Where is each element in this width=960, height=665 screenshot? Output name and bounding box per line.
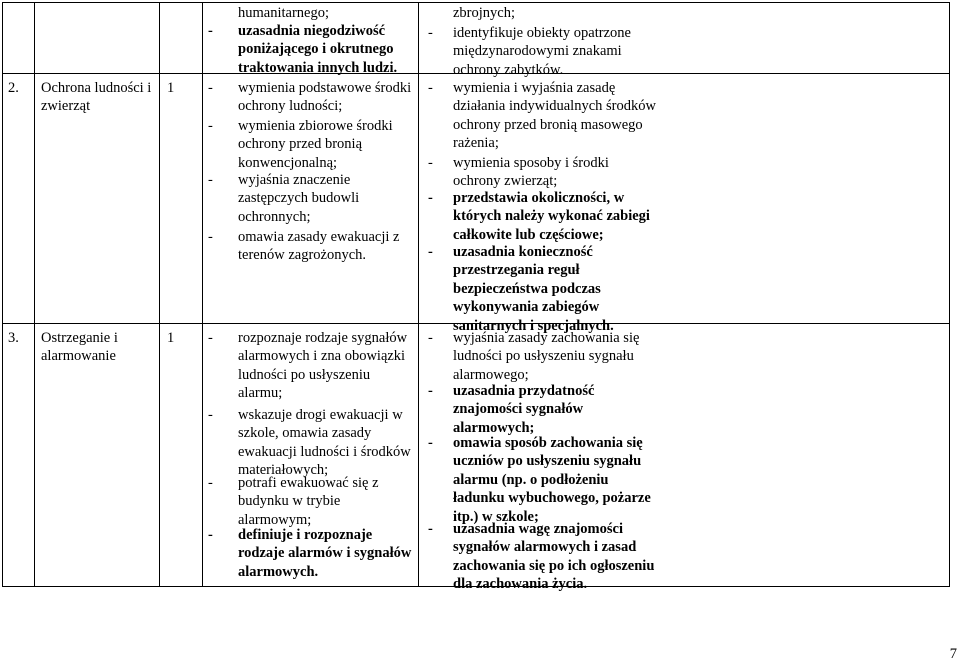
bullet-dash: -	[208, 330, 213, 346]
basic-requirement-line: potrafi ewakuować się z	[238, 475, 379, 491]
extended-requirement-line: uczniów po usłyszeniu sygnału	[453, 453, 642, 470]
bullet-dash: -	[208, 118, 213, 134]
basic-requirement-line: ochrony przed bronią	[238, 136, 363, 153]
extended-requirement-line: znajomości sygnałów	[453, 401, 584, 418]
cont-basic-item-1	[208, 4, 414, 22]
basic-requirement-line: terenów zagrożonych.	[238, 247, 367, 264]
extended-requirement-line: uzasadnia przydatność	[453, 383, 595, 399]
basic-requirement-line: szkole, omawia zasady	[238, 425, 372, 442]
cont-ext-line: identyfikuje obiekty opatrzone	[453, 25, 631, 41]
extended-requirement-line: zachowania się po ich ogłoszeniu	[453, 557, 655, 574]
cont-basic-line: poniżającego i okrutnego	[238, 41, 394, 58]
bullet-dash: -	[208, 229, 213, 245]
extended-requirement-item	[428, 189, 946, 244]
col-divider-num	[34, 2, 35, 587]
cont-ext-line: ochrony zabytków.	[453, 61, 564, 78]
extended-requirement-line: alarmowych;	[453, 419, 535, 436]
bullet-dash: -	[428, 521, 433, 537]
row-topic-line: Ostrzeganie i	[41, 330, 118, 346]
bullet-dash: -	[428, 80, 433, 96]
extended-requirement-item	[428, 520, 946, 594]
basic-requirement-line: rodzaje alarmów i sygnałów	[238, 545, 412, 562]
extended-requirement-line: ochrony przed bronią masowego	[453, 116, 643, 133]
extended-requirement-item	[428, 434, 946, 526]
bullet-dash: -	[208, 527, 213, 543]
cont-basic-line: uzasadnia niegodziwość	[238, 23, 386, 39]
extended-requirement-item	[428, 243, 946, 335]
cont-basic-line: humanitarnego;	[238, 5, 330, 21]
basic-requirement-item	[208, 228, 414, 265]
row-topic	[41, 79, 159, 116]
row-hours: 1	[167, 80, 175, 96]
basic-requirement-line: omawia zasady ewakuacji z	[238, 229, 400, 245]
extended-requirement-line: wymienia i wyjaśnia zasadę	[453, 80, 616, 96]
table-top-border	[2, 2, 950, 3]
bullet-dash: -	[428, 383, 433, 399]
extended-requirement-line: całkowite lub częściowe;	[453, 226, 604, 243]
basic-requirement-line: konwencjonalną;	[238, 154, 338, 171]
basic-requirement-line: alarmowych i zna obowiązki	[238, 348, 406, 365]
basic-requirement-item	[208, 329, 414, 403]
col-divider-hours	[202, 2, 203, 587]
basic-requirement-item	[208, 474, 414, 529]
extended-requirement-line: omawia sposób zachowania się	[453, 435, 643, 451]
cont-basic-item-2	[208, 22, 414, 77]
bullet-dash: -	[208, 172, 213, 188]
col-divider-topic	[159, 2, 160, 587]
extended-requirement-line: ochrony zwierząt;	[453, 173, 558, 190]
basic-requirement-item	[208, 79, 414, 116]
basic-requirement-line: alarmu;	[238, 385, 283, 402]
basic-requirement-line: ewakuacji ludności i środków	[238, 443, 411, 460]
extended-requirement-item	[428, 154, 946, 191]
extended-requirement-line: działania indywidualnych środków	[453, 98, 656, 115]
extended-requirement-line: których należy wykonać zabiegi	[453, 208, 650, 225]
page-number: 7	[949, 646, 957, 662]
basic-requirement-line: wymienia zbiorowe środki	[238, 118, 393, 134]
extended-requirement-line: alarmowego;	[453, 366, 529, 383]
bullet-dash: -	[428, 25, 433, 41]
cont-basic-line: traktowania innych ludzi.	[238, 59, 398, 76]
basic-requirement-line: ochronnych;	[238, 208, 311, 225]
row-topic	[41, 329, 159, 366]
row-topic-line: zwierząt	[41, 98, 91, 115]
extended-requirement-line: rażenia;	[453, 135, 499, 152]
row-hours: 1	[167, 330, 175, 346]
extended-requirement-line: sanitarnych i specjalnych.	[453, 317, 614, 334]
extended-requirement-line: uzasadnia konieczność	[453, 244, 593, 260]
basic-requirement-line: materiałowych;	[238, 462, 329, 479]
basic-requirement-item	[208, 117, 414, 172]
bullet-dash: -	[428, 435, 433, 451]
row-topic-line: Ochrona ludności i	[41, 80, 152, 96]
basic-requirement-line: ludności po usłyszeniu	[238, 366, 371, 383]
cont-ext-line: międzynarodowymi znakami	[453, 43, 622, 60]
table-right-border	[949, 2, 950, 587]
extended-requirement-line: przestrzegania reguł	[453, 262, 580, 279]
extended-requirement-line: przedstawia okoliczności, w	[453, 190, 625, 206]
extended-requirement-line: dla zachowania życia.	[453, 576, 588, 593]
basic-requirement-line: definiuje i rozpoznaje	[238, 527, 373, 543]
basic-requirement-item	[208, 171, 414, 226]
bullet-dash: -	[208, 407, 213, 423]
extended-requirement-line: wymienia sposoby i środki	[453, 155, 609, 171]
extended-requirement-line: alarmu (np. o podłożeniu	[453, 471, 609, 488]
bullet-dash: -	[208, 80, 213, 96]
extended-requirement-line: itp.) w szkole;	[453, 508, 539, 525]
basic-requirement-item	[208, 406, 414, 480]
row-topic-line: alarmowanie	[41, 348, 116, 365]
basic-requirement-line: zastępczych budowli	[238, 190, 360, 207]
extended-requirement-item	[428, 79, 946, 153]
basic-requirement-line: wymienia podstawowe środki	[238, 80, 412, 96]
col-divider-basic	[418, 2, 419, 587]
bullet-dash: -	[208, 475, 213, 491]
cont-ext-item-2	[428, 24, 946, 79]
extended-requirement-line: uzasadnia wagę znajomości	[453, 521, 623, 537]
extended-requirement-item	[428, 382, 946, 437]
basic-requirement-line: wyjaśnia znaczenie	[238, 172, 351, 188]
extended-requirement-line: ludności po usłyszeniu sygnału	[453, 348, 634, 365]
extended-requirement-line: wyjaśnia zasady zachowania się	[453, 330, 640, 346]
table-left-border	[2, 2, 3, 587]
extended-requirement-line: wykonywania zabiegów	[453, 299, 600, 316]
extended-requirement-item	[428, 329, 946, 384]
basic-requirement-line: alarmowym;	[238, 511, 312, 528]
cont-ext-item-1	[428, 4, 946, 22]
basic-requirement-line: ochrony ludności;	[238, 98, 343, 115]
basic-requirement-line: rozpoznaje rodzaje sygnałów	[238, 330, 408, 346]
bullet-dash: -	[208, 23, 213, 39]
row-number: 2.	[8, 80, 19, 96]
bullet-dash: -	[428, 330, 433, 346]
basic-requirement-line: wskazuje drogi ewakuacji w	[238, 407, 403, 423]
extended-requirement-line: sygnałów alarmowych i zasad	[453, 539, 637, 556]
bullet-dash: -	[428, 190, 433, 206]
basic-requirement-line: alarmowych.	[238, 563, 319, 580]
extended-requirement-line: bezpieczeństwa podczas	[453, 280, 601, 297]
basic-requirement-line: budynku w trybie	[238, 493, 341, 510]
bullet-dash: -	[428, 244, 433, 260]
row-number: 3.	[8, 330, 19, 346]
cont-ext-line: zbrojnych;	[453, 5, 516, 21]
extended-requirement-line: ładunku wybuchowego, pożarze	[453, 490, 651, 507]
bullet-dash: -	[428, 155, 433, 171]
basic-requirement-item	[208, 526, 414, 581]
